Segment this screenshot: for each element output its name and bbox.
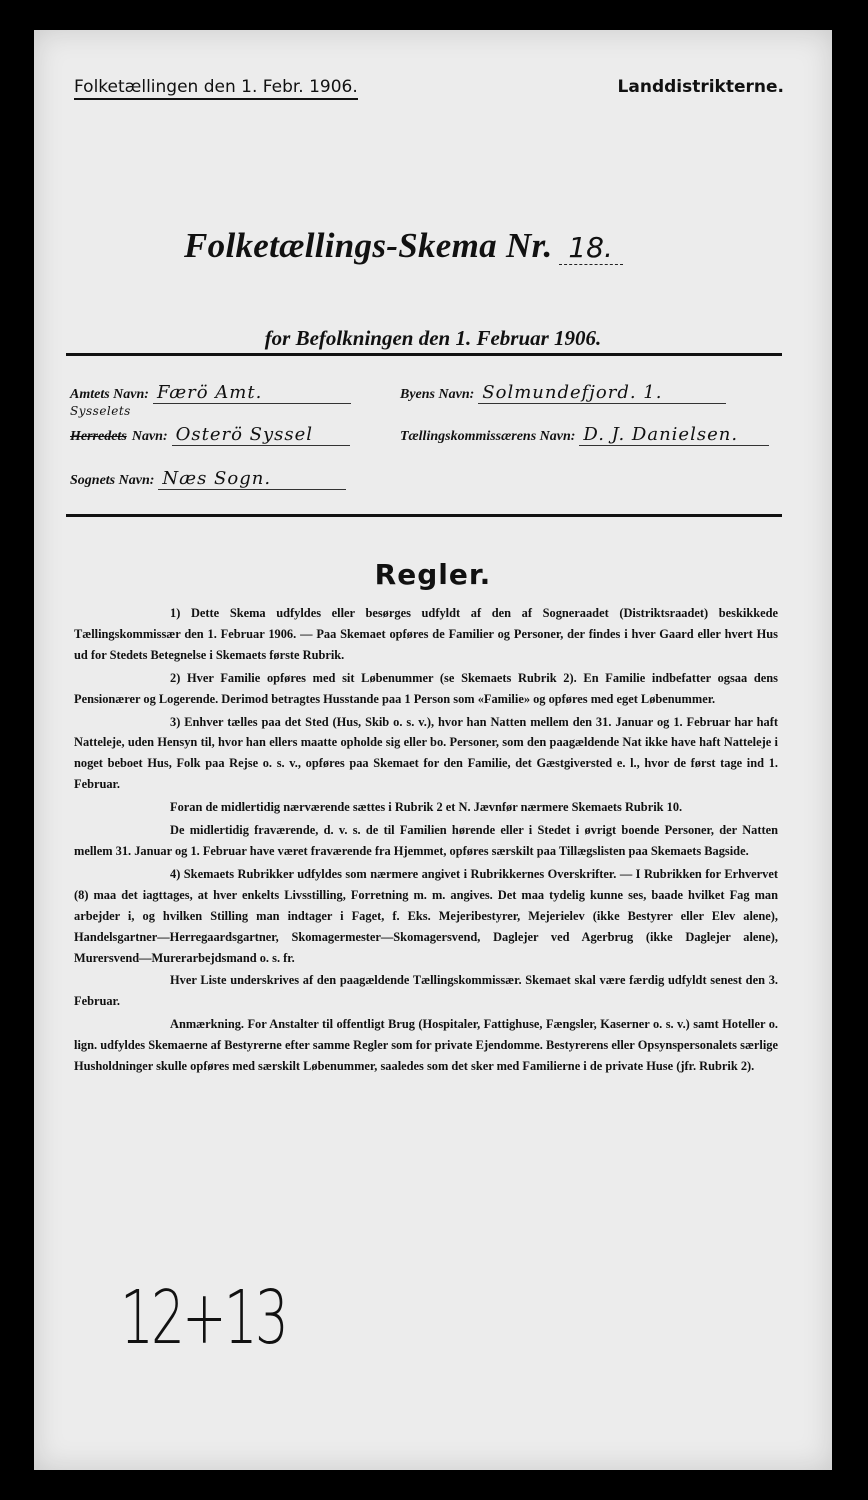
- amt-label: Amtets Navn:: [70, 387, 149, 402]
- amt-value: Færö Amt.: [153, 382, 351, 404]
- rule-1: 1) Dette Skema udfyldes eller besørges udfyldt af den af Sogneraadet (Distriktsraadet) beskikkede Tællingskommissær den 1. Februar 1906. — Paa Skemaet opføres de Familier og Personer, der findes i hver Gaard eller hvert Hus ud for Stedets Betegnelse i Skemaets første Rubrik.: [74, 606, 778, 662]
- rule-signature: Hver Liste underskrives af den paagældende Tællingskommissær. Skemaet skal være færdig udfyldt senest den 3. Februar.: [74, 973, 778, 1009]
- byen-label: Byens Navn:: [400, 387, 475, 402]
- sogn-value: Næs Sogn.: [158, 468, 346, 490]
- kommissaer-value: D. J. Danielsen.: [579, 424, 769, 446]
- sysselets-handwritten: Sysselets: [70, 404, 131, 418]
- kommissaer-label: Tællingskommissærens Navn:: [400, 429, 576, 444]
- herred-label: Navn:: [131, 429, 168, 444]
- rules-body: [74, 603, 778, 1079]
- herred-struck-label: Herredets: [70, 429, 127, 444]
- byen-value: Solmundefjord. 1.: [478, 382, 726, 404]
- handwritten-note: 12+13: [120, 1275, 286, 1361]
- rule-3-note-absent: De midlertidig fraværende, d. v. s. de til Familien hørende eller i Stedet i øvrigt boende Personer, der Natten mellem 31. Januar og 1. Februar have været fraværende fra Hjemmet, opføres særskilt paa Tillægslisten paa Skemaets Bagside.: [74, 823, 778, 858]
- herred-field: [70, 424, 350, 446]
- rule-remark: Anmærkning. For Anstalter til offentligt Brug (Hospitaler, Fattighuse, Fængsler, Kaserner o. s. v.) samt Hoteller o. lign. udfyldes Skemaerne af Bestyrerne efter samme Regler som for private Ejendomme. Bestyrerens eller Opsynspersonalets særlige Husholdninger skulle opføres med særskilt Løbenummer, saaledes som det sker med Familierne i de private Huse (jfr. Rubrik 2).: [74, 1017, 778, 1074]
- rule-3: 3) Enhver tælles paa det Sted (Hus, Skib o. s. v.), hvor han Natten mellem den 31. Januar og 1. Februar har haft Natteleje, uden Hensyn til, hvor han ellers maatte opholde sig eller bo. Personer, som den paagældende Nat ikke have haft Natteleje i noget beboet Hus, Folk paa Rejse o. s. v., opføres paa Skemaet for den Familie, det Gæstgiversted e. l., hvor de først tage ind 1. Februar.: [74, 714, 778, 792]
- header-district-type: Landdistrikterne.: [617, 77, 784, 97]
- form-title-text: Folketællings-Skema Nr.: [184, 226, 553, 265]
- amt-field: [70, 382, 351, 404]
- rule-2: 2) Hver Familie opføres med sit Løbenummer (se Skemaets Rubrik 2). En Familie indbefatter ogsaa dens Pensionærer og Logerende. Derimod betragtes Husstande paa 1 Person som «Familie» og opføres med eget Løbenummer.: [74, 670, 778, 706]
- rule-3-note-present: Foran de midlertidig nærværende sættes i Rubrik 2 et N. Jævnfør nærmere Skemaets Rubrik 10.: [170, 800, 683, 815]
- rule-4: 4) Skemaets Rubrikker udfyldes som nærmere angivet i Rubrikkernes Overskrifter. — I Rubrikken for Erhvervet (8) maa det iagttages, at hver enkelts Livsstilling, Forretning m. m. angives. Det maa tydelig kunne ses, baade hvilket Fag man arbejder i, og hvilken Stilling man indtager i Faget, f. Eks. Mejeribestyrer, Mejerielev (ikke Bestyrer eller Elev alene), Handelsgartner—Herregaardsgartner, Skomagermester—Skomagersvend, Daglejer ved Agerbrug (ikke Daglejer alene), Murersvend—Murerarbejdsmand o. s. fr.: [74, 866, 778, 965]
- header-census-date: Folketællingen den 1. Febr. 1906.: [74, 77, 358, 100]
- form-number: 18.: [559, 231, 623, 265]
- sogn-field: [70, 468, 346, 490]
- census-form-page: [34, 30, 832, 1470]
- byen-field: [400, 382, 726, 404]
- divider-bottom: [66, 514, 782, 517]
- sogn-label: Sognets Navn:: [70, 473, 155, 488]
- kommissaer-field: [400, 424, 769, 446]
- herred-value: Osterö Syssel: [172, 424, 350, 446]
- form-title: [184, 226, 623, 266]
- rules-heading: Regler.: [374, 558, 492, 591]
- divider-top: [66, 353, 782, 356]
- form-subtitle: for Befolkningen den 1. Februar 1906.: [264, 326, 602, 350]
